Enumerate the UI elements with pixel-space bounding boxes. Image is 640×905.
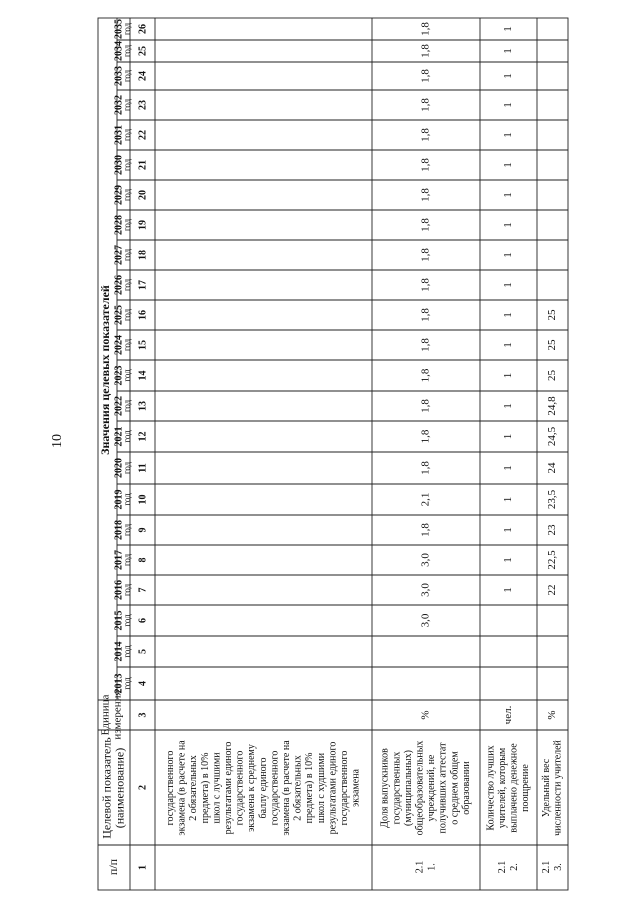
value-cell: 24,5 xyxy=(546,426,559,447)
indicator-name: 2 обязательных xyxy=(292,755,304,821)
value-cell: 23 xyxy=(546,524,559,536)
indicator-name: (муниципальных) xyxy=(402,750,414,826)
indicator-name: 2 обязательных xyxy=(188,755,200,821)
indicator-name: получивших аттестат xyxy=(437,742,449,834)
year-header-suffix: год xyxy=(122,158,133,172)
year-header-suffix: год xyxy=(122,430,133,443)
indicator-name: государственных xyxy=(391,751,403,825)
row-number: 2.1 xyxy=(496,860,508,874)
column-number: 3 xyxy=(137,712,149,718)
year-header-suffix: год xyxy=(122,645,133,658)
indicator-name: Удельный вес xyxy=(540,758,552,818)
value-cell: 24,8 xyxy=(546,396,559,416)
year-header-suffix: год xyxy=(122,308,133,322)
value-cell: 1 xyxy=(502,192,515,198)
year-header: 2021 xyxy=(113,426,125,447)
column-number: 24 xyxy=(137,71,149,81)
column-number: 11 xyxy=(137,463,149,473)
header-unit: Единица xyxy=(99,694,112,736)
year-header: 2016 xyxy=(113,580,125,600)
value-cell: 25 xyxy=(546,309,559,321)
year-header-suffix: год xyxy=(122,493,133,506)
column-number: 25 xyxy=(137,46,149,56)
unit-cell: % xyxy=(546,710,559,720)
column-number: 1 xyxy=(137,865,149,870)
value-cell: 1 xyxy=(502,252,515,258)
value-cell: 3,0 xyxy=(419,613,432,628)
year-header-suffix: год xyxy=(122,338,133,352)
value-cell: 1 xyxy=(502,587,515,593)
value-cell: 3,0 xyxy=(419,553,432,567)
value-cell: 1 xyxy=(502,372,515,379)
value-cell: 1 xyxy=(502,222,515,228)
value-cell: 1 xyxy=(502,48,515,54)
row-number: 3. xyxy=(552,863,564,871)
indicator-name: Количество лучших xyxy=(485,745,497,831)
indicator-name: выплачено денежное xyxy=(508,743,520,833)
indicator-name: экзамена xyxy=(350,769,362,807)
year-header: 2035 xyxy=(113,19,125,39)
column-number: 26 xyxy=(137,24,149,34)
column-number: 14 xyxy=(137,370,149,381)
column-number: 2 xyxy=(137,785,149,790)
indicator-name: баллу единого xyxy=(257,757,269,819)
indicator-name: результатами единого xyxy=(327,741,339,835)
value-cell: 1,8 xyxy=(419,278,432,292)
year-header: 2026 xyxy=(113,275,125,295)
year-header: 2027 xyxy=(113,245,125,265)
value-cell: 1,8 xyxy=(419,368,432,383)
year-header-suffix: год xyxy=(122,98,133,112)
header-num: п/п xyxy=(105,858,120,876)
year-header-suffix: год xyxy=(122,128,133,142)
value-cell: 1 xyxy=(502,73,515,79)
indicator-name: учреждений, не xyxy=(426,754,438,822)
indicator-name: предмета) в 10% xyxy=(199,752,211,824)
value-cell: 1 xyxy=(502,496,515,503)
row-number: 1. xyxy=(426,863,438,871)
column-number: 9 xyxy=(137,527,149,533)
indicator-name: государственного xyxy=(234,750,246,826)
value-cell: 1 xyxy=(502,282,515,288)
header-indicator: (наименование) xyxy=(112,747,127,829)
column-number: 10 xyxy=(137,494,149,505)
year-header: 2031 xyxy=(113,125,125,145)
indicator-name: численности учителей xyxy=(552,740,564,836)
value-cell: 1 xyxy=(502,403,515,409)
value-cell: 3,0 xyxy=(419,583,432,597)
year-header-suffix: год xyxy=(122,278,133,292)
column-number: 17 xyxy=(137,280,149,290)
value-cell: 23,5 xyxy=(546,489,559,510)
year-header-suffix: год xyxy=(122,523,133,537)
column-number: 19 xyxy=(137,220,149,230)
indicator-name: поощрение xyxy=(520,764,532,812)
value-cell: 1 xyxy=(502,26,515,32)
year-header-suffix: год xyxy=(122,22,133,36)
year-header-suffix: год xyxy=(122,248,133,262)
year-header-suffix: год xyxy=(122,69,133,83)
column-number: 6 xyxy=(137,618,149,623)
indicator-name: экзамена (в расчете на xyxy=(280,740,292,836)
value-cell: 25 xyxy=(546,339,559,351)
column-number: 23 xyxy=(137,100,149,110)
year-header-suffix: год xyxy=(122,399,133,413)
year-header-suffix: год xyxy=(122,188,133,202)
value-cell: 1,8 xyxy=(419,158,432,172)
value-cell: 1,8 xyxy=(419,308,432,322)
column-number: 7 xyxy=(137,587,149,593)
value-cell: 1,8 xyxy=(419,338,432,352)
value-cell: 1,8 xyxy=(419,69,432,83)
value-cell: 1,8 xyxy=(419,128,432,142)
value-cell: 24 xyxy=(546,462,559,474)
year-header: 2028 xyxy=(113,215,125,235)
value-cell: 1 xyxy=(502,527,515,533)
column-number: 4 xyxy=(137,681,149,686)
unit-cell: % xyxy=(419,710,432,720)
header-values-title: Значения целевых показателей xyxy=(97,285,112,455)
year-header: 2022 xyxy=(113,396,125,416)
year-header: 2018 xyxy=(113,520,125,540)
year-header: 2019 xyxy=(113,489,125,510)
year-header-suffix: год xyxy=(122,553,133,567)
unit-cell: чел. xyxy=(502,705,515,725)
header-unit: измерения xyxy=(111,690,124,740)
year-header: 2013 xyxy=(113,673,125,694)
year-header: 2025 xyxy=(113,305,125,325)
indicator-name: государственного xyxy=(269,750,281,826)
year-header: 2014 xyxy=(113,641,125,662)
indicator-name: школ с худшими xyxy=(315,752,327,824)
column-number: 12 xyxy=(137,431,149,442)
row-number: 2.1 xyxy=(414,860,426,874)
value-cell: 1 xyxy=(502,465,515,471)
year-header: 2015 xyxy=(113,610,125,631)
year-header-suffix: год xyxy=(122,218,133,232)
year-header-suffix: год xyxy=(122,677,133,690)
year-header-suffix: год xyxy=(122,583,133,597)
year-header: 2023 xyxy=(113,365,125,386)
column-number: 13 xyxy=(137,401,149,411)
indicator-name: предмета) в 10% xyxy=(304,752,316,824)
header-indicator: Целевой показатель xyxy=(99,737,114,839)
year-header: 2024 xyxy=(113,335,125,355)
year-header: 2017 xyxy=(113,550,125,570)
value-cell: 1,8 xyxy=(419,22,432,36)
indicator-name: Доля выпускников xyxy=(379,748,391,828)
column-number: 22 xyxy=(137,130,149,140)
column-number: 16 xyxy=(137,310,149,320)
value-cell: 1 xyxy=(502,312,515,318)
indicator-name: образовании xyxy=(460,761,472,815)
value-cell: 2,1 xyxy=(419,492,432,507)
column-number: 20 xyxy=(137,190,149,200)
year-header: 2033 xyxy=(113,66,125,86)
year-header: 2030 xyxy=(113,155,125,175)
indicator-name: школ с лучшими xyxy=(211,752,223,824)
year-header: 2034 xyxy=(113,41,125,61)
value-cell: 1,8 xyxy=(419,44,432,58)
value-cell: 1,8 xyxy=(419,248,432,262)
column-number: 15 xyxy=(137,340,149,350)
column-number: 8 xyxy=(137,557,149,563)
value-cell: 1 xyxy=(502,557,515,563)
indicator-name: государственного xyxy=(164,750,176,826)
value-cell: 1 xyxy=(502,433,515,440)
value-cell: 1,8 xyxy=(419,218,432,232)
indicator-name: экзамена (в расчете на xyxy=(176,740,188,836)
indicator-name: учителей, которым xyxy=(496,747,508,829)
column-number: 21 xyxy=(137,160,149,170)
row-number: 2.1 xyxy=(540,860,552,874)
year-header: 2032 xyxy=(113,95,125,115)
value-cell: 1,8 xyxy=(419,461,432,475)
value-cell: 1,8 xyxy=(419,188,432,202)
year-header-suffix: год xyxy=(122,44,133,58)
indicator-name: общеобразовательных xyxy=(414,740,426,836)
value-cell: 1,8 xyxy=(419,429,432,444)
value-cell: 1 xyxy=(502,342,515,348)
year-header: 2029 xyxy=(113,185,125,205)
year-header-suffix: год xyxy=(122,461,133,475)
indicator-name: результатами единого xyxy=(222,741,234,835)
column-number: 5 xyxy=(137,649,149,654)
value-cell: 22,5 xyxy=(546,550,559,570)
year-header-suffix: год xyxy=(122,369,133,382)
row-number: 2. xyxy=(508,863,520,871)
value-cell: 1 xyxy=(502,132,515,138)
year-header: 2020 xyxy=(113,458,125,478)
indicator-name: государственного xyxy=(338,750,350,826)
value-cell: 22 xyxy=(546,584,559,596)
column-number: 18 xyxy=(137,250,149,260)
value-cell: 1 xyxy=(502,102,515,108)
value-cell: 25 xyxy=(546,370,559,381)
value-cell: 1,8 xyxy=(419,98,432,112)
indicator-name: о среднем общем xyxy=(449,751,461,825)
value-cell: 1,8 xyxy=(419,523,432,537)
year-header-suffix: год xyxy=(122,614,133,627)
value-cell: 1 xyxy=(502,162,515,168)
indicator-name: экзамена к среднему xyxy=(246,744,258,832)
value-cell: 1,8 xyxy=(419,399,432,413)
page-number: 10 xyxy=(50,434,65,448)
